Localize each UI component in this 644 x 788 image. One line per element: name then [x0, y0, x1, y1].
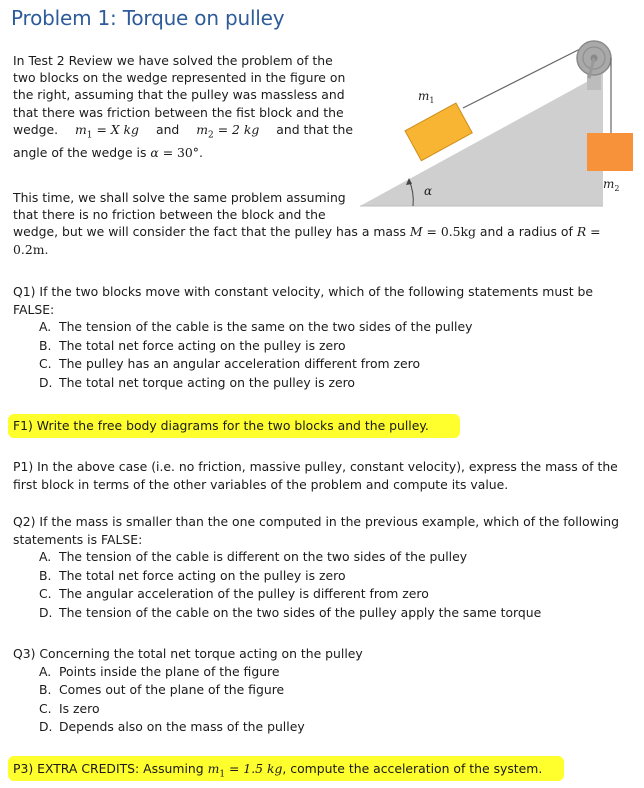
- intro-paragraph: [13, 52, 353, 162]
- wedge: [360, 73, 603, 206]
- second-line: that there is no friction between the block and the: [13, 207, 326, 223]
- q1-option-a: A. The tension of the cable is the same on the two sides of the pulley: [39, 319, 473, 335]
- q1-option-d: D. The total net torque acting on the pulley is zero: [39, 374, 355, 390]
- intro-line: the right, assuming that the pulley was massless and: [13, 87, 345, 103]
- q2-stem-line: statements is FALSE:: [13, 531, 143, 547]
- q1-stem-line: Q1) If the two blocks move with constant velocity, which of the following statements must be: [13, 284, 593, 299]
- p1-line: P1) In the above case (i.e. no friction, massive pulley, constant velocity), express the mass of the: [13, 459, 618, 474]
- intro-line: angle of the wedge is α = 30°.: [13, 145, 203, 161]
- p1-line: first block in terms of the other variables of the problem and compute its value.: [13, 476, 509, 492]
- second-line: This time, we shall solve the same problem assuming: [13, 190, 346, 205]
- q3-option-b: B. Comes out of the plane of the figure: [39, 682, 285, 698]
- task-p1: [13, 458, 633, 493]
- q3-option-d: D. Depends also on the mass of the pulley: [39, 719, 305, 735]
- q1-options: [13, 318, 633, 392]
- block-m2: [587, 133, 633, 171]
- intro-line: In Test 2 Review we have solved the problem of the: [13, 53, 333, 68]
- q2-option-b: B. The total net force acting on the pulley is zero: [39, 567, 346, 583]
- q1-option-b: B. The total net force acting on the pulley is zero: [39, 337, 346, 353]
- q2-stem-line: Q2) If the mass is smaller than the one computed in the previous example, which of the following: [13, 514, 619, 529]
- q3-stem-line: Q3) Concerning the total net torque acting on the pulley: [13, 646, 363, 661]
- second-line: 0.2m.: [13, 241, 49, 257]
- q3-option-a: A. Points inside the plane of the figure: [39, 663, 280, 679]
- question-q3: [13, 645, 633, 737]
- label-m1: $m_1$: [418, 89, 435, 105]
- problem-title: Problem 1: Torque on pulley: [11, 6, 285, 30]
- q2-options: [13, 548, 633, 622]
- second-paragraph: [13, 189, 629, 258]
- q1-stem-line: FALSE:: [13, 301, 55, 317]
- q3-option-c: C. Is zero: [39, 700, 100, 716]
- second-line: wedge, but we will consider the fact that the pulley has a mass M = 0.5kg and a radius of R =: [13, 224, 601, 240]
- q2-option-c: C. The angular acceleration of the pulley is different from zero: [39, 586, 429, 602]
- label-alpha: α: [424, 184, 433, 198]
- q3-options: [13, 663, 633, 737]
- intro-line: wedge. $m_1 = X$ kg and $m_2 = 2$ kg and that the: [13, 121, 353, 145]
- math-m2: $m_2 = 2$ kg: [196, 121, 260, 141]
- math-m1: $m_1 = X$ kg: [75, 121, 139, 141]
- q2-option-d: D. The tension of the cable on the two sides of the pulley apply the same torque: [39, 604, 542, 620]
- question-q2: [13, 513, 633, 623]
- q2-option-a: A. The tension of the cable is different on the two sides of the pulley: [39, 549, 468, 565]
- question-q1: [13, 283, 633, 393]
- intro-line: two blocks on the wedge represented in the figure on: [13, 70, 346, 86]
- q1-option-c: C. The pulley has an angular acceleration different from zero: [39, 356, 421, 372]
- task-p3: P3) EXTRA CREDITS: Assuming $m_1 = 1.5$ kg, compute the acceleration of the system.: [13, 761, 543, 780]
- task-f1: F1) Write the free body diagrams for the two blocks and the pulley.: [13, 418, 429, 433]
- label-m2: $m_2$: [603, 177, 620, 193]
- intro-line: that there was friction between the fist block and the: [13, 104, 344, 120]
